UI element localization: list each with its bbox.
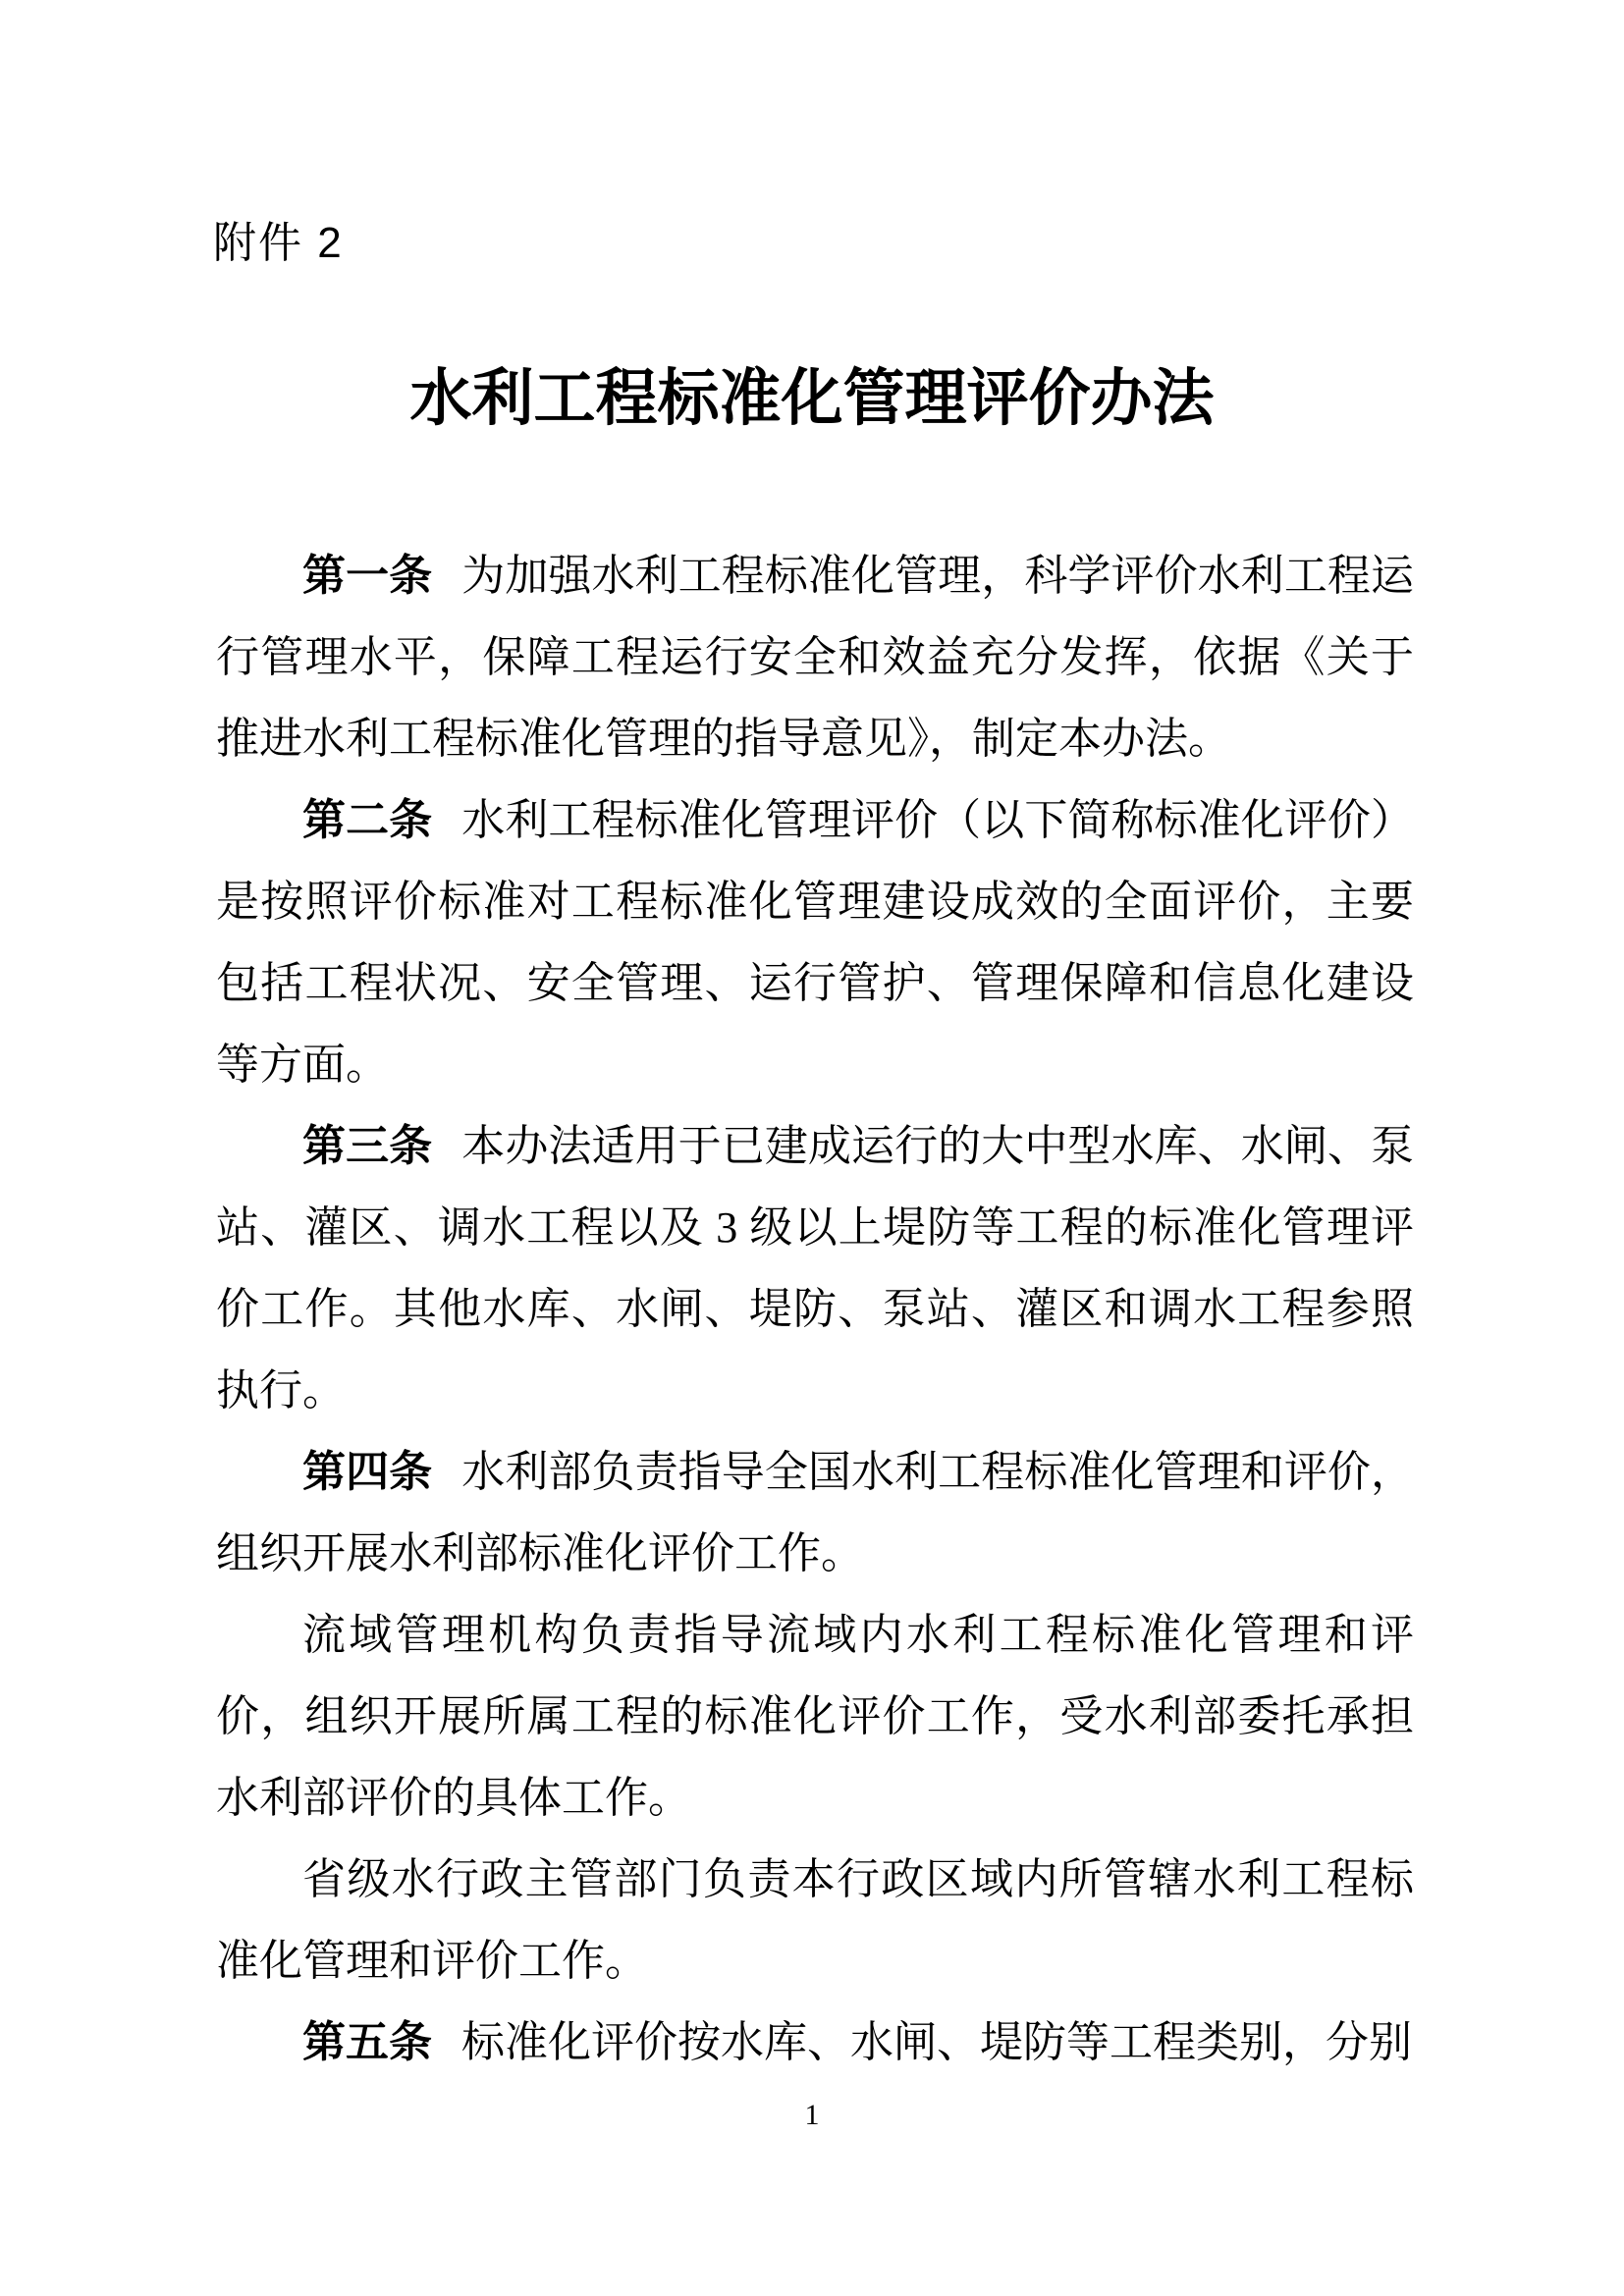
article-text: 为加强水利工程标准化管理，科学评价水利工程运行管理水平，保障工程运行安全和效益充分发挥，依据《关于推进水利工程标准化管理的指导意见》，制定本办法。 <box>216 552 1414 763</box>
article-text: 标准化评价按水库、水闸、堤防等工程类别，分别 <box>461 2018 1412 2066</box>
article-text: 水利部负责指导全国水利工程标准化管理和评价，组织开展水利部标准化评价工作。 <box>216 1448 1414 1577</box>
page-number: 1 <box>804 2099 820 2131</box>
document-body <box>216 535 1414 2083</box>
paragraph <box>216 1105 1414 1431</box>
article-number: 第一条 <box>302 552 433 600</box>
article-number: 第三条 <box>302 1122 433 1170</box>
article-number: 第二条 <box>302 796 433 844</box>
paragraph <box>216 1431 1414 1594</box>
paragraph <box>216 1594 1414 1839</box>
article-number: 第五条 <box>302 2018 432 2066</box>
paragraph <box>216 535 1414 779</box>
paragraph <box>216 779 1414 1105</box>
document-title: 水利工程标准化管理评价办法 <box>409 364 1215 433</box>
article-text: 水利工程标准化管理评价（以下简称标准化评价）是按照评价标准对工程标准化管理建设成效的全面评价，主要包括工程状况、安全管理、运行管护、管理保障和信息化建设等方面。 <box>216 796 1414 1089</box>
article-text: 省级水行政主管部门负责本行政区域内所管辖水利工程标准化管理和评价工作。 <box>216 1855 1414 1985</box>
paragraph <box>216 1839 1414 2002</box>
article-text: 本办法适用于已建成运行的大中型水库、水闸、泵站、灌区、调水工程以及 3 级以上堤防等工程的标准化管理评价工作。其他水库、水闸、堤防、泵站、灌区和调水工程参照执行。 <box>216 1122 1414 1415</box>
attachment-label: 附件 2 <box>213 219 344 267</box>
article-text: 流域管理机构负责指导流域内水利工程标准化管理和评价，组织开展所属工程的标准化评价工作，受水利部委托承担水利部评价的具体工作。 <box>216 1611 1414 1822</box>
paragraph <box>216 2002 1414 2083</box>
article-number: 第四条 <box>302 1448 433 1496</box>
